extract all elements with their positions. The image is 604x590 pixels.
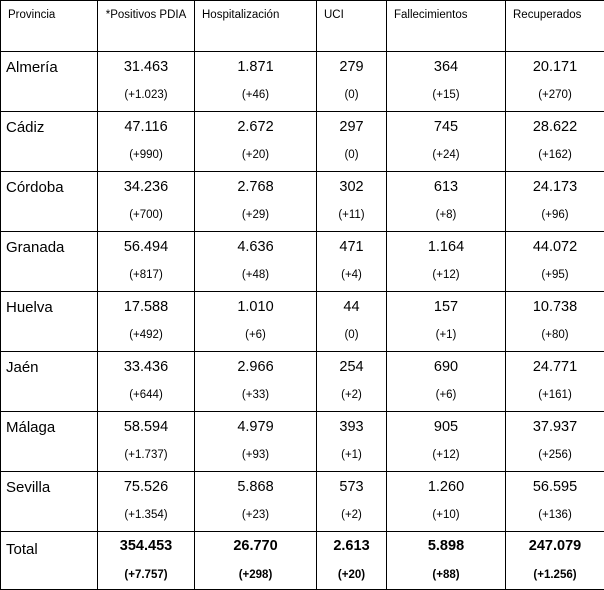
value-cell: 44 (0) <box>317 292 387 352</box>
table-row <box>1 112 604 172</box>
value-cell: 364 (+15) <box>387 52 506 112</box>
total-cell: 354.453 (+7.757) <box>98 532 195 590</box>
value-cell: 5.868 (+23) <box>195 472 317 532</box>
province-cell: Granada <box>1 232 98 292</box>
table-row <box>1 52 604 112</box>
value-cell: 471 (+4) <box>317 232 387 292</box>
table-row <box>1 412 604 472</box>
value-cell: 1.871 (+46) <box>195 52 317 112</box>
value-cell: 2.966 (+33) <box>195 352 317 412</box>
value-cell: 20.171 (+270) <box>506 52 604 112</box>
value-cell: 47.116 (+990) <box>98 112 195 172</box>
province-cell: Jaén <box>1 352 98 412</box>
value-cell: 75.526 (+1.354) <box>98 472 195 532</box>
value-cell: 10.738 (+80) <box>506 292 604 352</box>
province-cell: Málaga <box>1 412 98 472</box>
province-cell: Córdoba <box>1 172 98 232</box>
value-cell: 31.463 (+1.023) <box>98 52 195 112</box>
table-row <box>1 292 604 352</box>
value-cell: 745 (+24) <box>387 112 506 172</box>
value-cell: 690 (+6) <box>387 352 506 412</box>
value-cell: 24.173 (+96) <box>506 172 604 232</box>
value-cell: 2.672 (+20) <box>195 112 317 172</box>
header-uci: UCI <box>317 1 387 52</box>
header-hospitalizacion: Hospitalización <box>195 1 317 52</box>
value-cell: 28.622 (+162) <box>506 112 604 172</box>
table-row <box>1 352 604 412</box>
value-cell: 56.595 (+136) <box>506 472 604 532</box>
table-row <box>1 172 604 232</box>
value-cell: 1.164 (+12) <box>387 232 506 292</box>
header-row <box>1 1 604 52</box>
table-row <box>1 232 604 292</box>
value-cell: 157 (+1) <box>387 292 506 352</box>
header-provincia: Provincia <box>1 1 98 52</box>
value-cell: 4.636 (+48) <box>195 232 317 292</box>
value-cell: 17.588 (+492) <box>98 292 195 352</box>
header-positivos: *Positivos PDIA <box>98 1 195 52</box>
total-cell: 2.613 (+20) <box>317 532 387 590</box>
value-cell: 254 (+2) <box>317 352 387 412</box>
value-cell: 56.494 (+817) <box>98 232 195 292</box>
value-cell: 905 (+12) <box>387 412 506 472</box>
value-cell: 613 (+8) <box>387 172 506 232</box>
value-cell: 37.937 (+256) <box>506 412 604 472</box>
value-cell: 24.771 (+161) <box>506 352 604 412</box>
total-row <box>1 532 604 590</box>
value-cell: 302 (+11) <box>317 172 387 232</box>
value-cell: 393 (+1) <box>317 412 387 472</box>
total-label: Total <box>1 532 98 590</box>
header-recuperados: Recuperados <box>506 1 604 52</box>
value-cell: 44.072 (+95) <box>506 232 604 292</box>
value-cell: 1.010 (+6) <box>195 292 317 352</box>
province-cell: Sevilla <box>1 472 98 532</box>
total-cell: 5.898 (+88) <box>387 532 506 590</box>
province-cell: Cádiz <box>1 112 98 172</box>
value-cell: 279 (0) <box>317 52 387 112</box>
header-fallecimientos: Fallecimientos <box>387 1 506 52</box>
value-cell: 2.768 (+29) <box>195 172 317 232</box>
table-row <box>1 472 604 532</box>
value-cell: 34.236 (+700) <box>98 172 195 232</box>
value-cell: 297 (0) <box>317 112 387 172</box>
province-cell: Almería <box>1 52 98 112</box>
total-cell: 26.770 (+298) <box>195 532 317 590</box>
value-cell: 58.594 (+1.737) <box>98 412 195 472</box>
total-cell: 247.079 (+1.256) <box>506 532 604 590</box>
value-cell: 573 (+2) <box>317 472 387 532</box>
value-cell: 4.979 (+93) <box>195 412 317 472</box>
value-cell: 33.436 (+644) <box>98 352 195 412</box>
province-cell: Huelva <box>1 292 98 352</box>
value-cell: 1.260 (+10) <box>387 472 506 532</box>
